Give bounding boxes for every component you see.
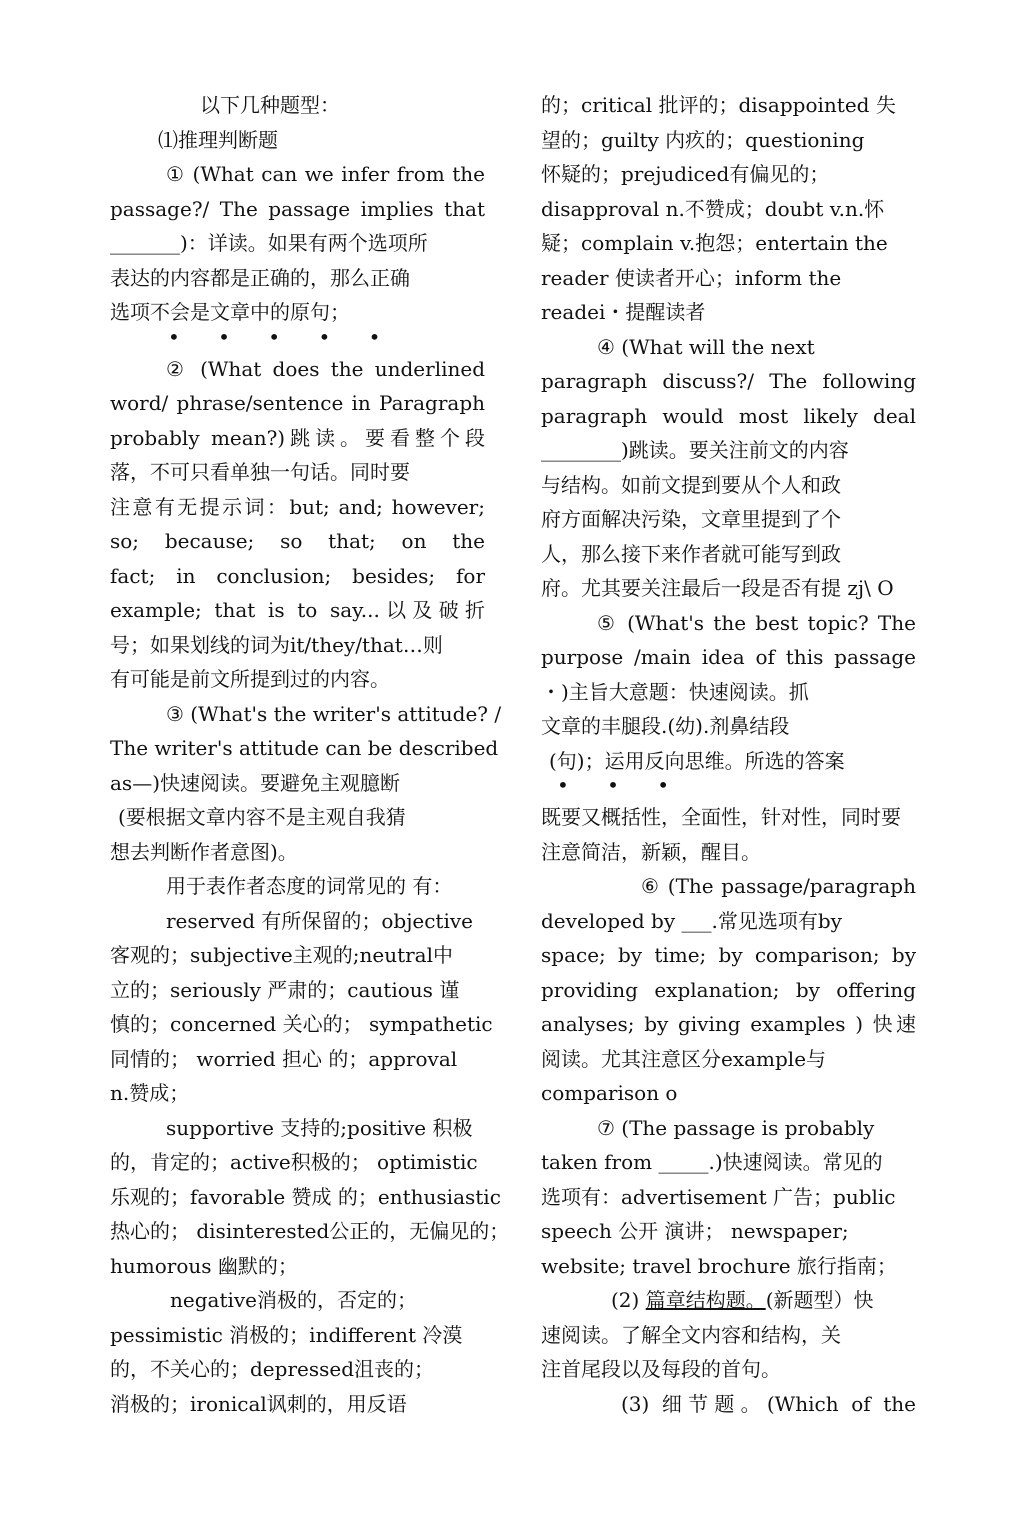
text-line: analyses; by giving examples ) 快速 (541, 1012, 916, 1036)
text-line: humorous 幽默的； (110, 1253, 298, 1278)
text-line: _______)：详读。如果有两个选项所 (110, 231, 428, 255)
text-line: n.赞成； (110, 1081, 190, 1105)
text-line: 选项有：advertisement 广告；public (541, 1184, 896, 1209)
text-line: pessimistic 消极的；indifferent 冷漠 (110, 1322, 463, 1347)
text-line: example; that is to say...以及破折 (110, 598, 485, 622)
text-line: developed by ___.常见选项有by (541, 908, 842, 933)
text-line: readei・提醒读者 (541, 300, 706, 324)
text-line: 人，那么接下来作者就可能写到政 (541, 541, 841, 566)
text-line: 府。尤其要关注最后一段是否有提 zj\ O (541, 576, 894, 600)
text-line: 速阅读。了解全文内容和结构，关 (541, 1322, 841, 1347)
emphasis-dots: • • • • • (168, 324, 397, 349)
text-line: reserved 有所保留的；objective (166, 908, 474, 933)
text-line: 慎的；concerned 关心的； sympathetic (110, 1012, 493, 1036)
text-line: ⑥ (The passage/paragraph (641, 874, 916, 898)
text-line: website; travel brochure 旅行指南； (541, 1253, 897, 1278)
text-line: ② (What does the underlined (166, 356, 485, 381)
text-line: 热心的； disinterested公正的，无偏见的； (110, 1219, 510, 1243)
text-line: fact; in conclusion; besides; for (110, 563, 485, 588)
section-heading: ⑴推理判断题 (158, 127, 278, 152)
left-column (110, 88, 510, 1421)
text-line: 府方面解决污染，文章里提到了个 (541, 507, 841, 531)
text-line: 文章的丰腿段.(幼).剂鼻结段 (541, 714, 790, 738)
text-line: 同情的； worried 担心 的；approval (110, 1046, 458, 1071)
text-line: 注首尾段以及每段的首句。 (541, 1357, 781, 1381)
text-line: (要根据文章内容不是主观自我猜 (118, 805, 406, 829)
text-line: probably mean?)跳读。要看整个段 (110, 425, 485, 450)
text-line: ・)主旨大意题：快速阅读。抓 (541, 679, 809, 704)
text-line: 号；如果划线的词为it/they/that…则 (110, 632, 443, 657)
text-line: supportive 支持的;positive 积极 (166, 1115, 473, 1140)
text-line: ① (What can we infer from the (166, 162, 485, 186)
text-segment: (新题型）快 (765, 1288, 874, 1312)
text-line: 望的；guilty 内疚的；questioning (541, 127, 865, 152)
text-line: 疑；complain v.抱怨；entertain the (541, 231, 888, 255)
text-line: 想去判断作者意图)。 (110, 839, 298, 864)
text-line: paragraph discuss?/ The following (541, 369, 916, 393)
text-line: 有可能是前文所提到过的内容。 (110, 667, 390, 691)
text-line: negative消极的，否定的； (170, 1288, 418, 1312)
text-line: purpose /main idea of this passage (541, 645, 916, 669)
text-line: 客观的；subjective主观的;neutral中 (110, 943, 454, 967)
text-line: ④ (What will the next (597, 334, 815, 359)
text-line: providing explanation; by offering (541, 977, 916, 1002)
text-line: 表达的内容都是正确的，那么正确 (110, 265, 410, 290)
text-line: taken from _____.)快速阅读。常见的 (541, 1150, 883, 1174)
text-line: 乐观的；favorable 赞成 的；enthusiastic (110, 1184, 501, 1209)
text-line: 与结构。如前文提到要从个人和政 (541, 472, 841, 497)
text-line: 的；critical 批评的；disappointed 失 (541, 93, 896, 117)
section-number: (2) (611, 1288, 640, 1312)
text-line: passage?/ The passage implies that (110, 196, 485, 221)
emphasis-dots: • • • (557, 773, 686, 797)
underlined-title: 篇章结构题。 (645, 1288, 766, 1312)
text-line: ⑦ (The passage is probably (597, 1115, 875, 1140)
text-line: 落，不可只看单独一句话。同时要 (110, 460, 410, 484)
text-line: 消极的；ironical讽刺的，用反语 (110, 1391, 407, 1416)
text-line: (句)；运用反向思维。所选的答案 (549, 748, 845, 773)
text-line: 的，肯定的；active积极的； optimistic (110, 1150, 478, 1174)
text-line: The writer's attitude can be described (110, 736, 499, 760)
text-line: 阅读。尤其注意区分example与 (541, 1046, 827, 1071)
text-line: 选项不会是文章中的原句； (110, 300, 350, 324)
text-line: 立的；seriously 严肃的；cautious 谨 (110, 977, 460, 1002)
text-line: paragraph would most likely deal (541, 403, 916, 428)
text-line: word/ phrase/sentence in Paragraph (110, 391, 485, 415)
text-line: speech 公开 演讲； newspaper; (541, 1219, 849, 1243)
text-line: ③ (What's the writer's attitude? / (166, 701, 502, 726)
text-line: 既要又概括性，全面性，针对性，同时要 (541, 805, 901, 829)
text-line: disapproval n.不赞成；doubt v.n.怀 (541, 196, 885, 221)
text-line: as—)快速阅读。要避免主观臆断 (110, 770, 400, 795)
text-line: ⑤ (What's the best topic? The (597, 610, 916, 635)
text-line: 用于表作者态度的词常见的 有： (166, 874, 453, 898)
text-line: 以下几种题型： (200, 93, 340, 117)
text-line: ________)跳读。要关注前文的内容 (541, 438, 849, 462)
text-line: 注意简洁，新颖，醒目。 (541, 839, 761, 864)
section-heading: (3) 细节题。(Which of the (621, 1391, 916, 1416)
text-line: space; by time; by comparison; by (541, 943, 916, 967)
section-heading (541, 1283, 916, 1318)
text-line: 的，不关心的；depressed沮丧的； (110, 1357, 435, 1381)
text-line: reader 使读者开心；inform the (541, 265, 842, 290)
text-line: 怀疑的；prejudiced有偏见的； (541, 162, 830, 186)
text-line: 注意有无提示词：but; and; however; (110, 494, 485, 519)
text-line: comparison o (541, 1081, 678, 1105)
right-column (541, 88, 916, 1421)
text-line: so; because; so that; on the (110, 529, 485, 553)
